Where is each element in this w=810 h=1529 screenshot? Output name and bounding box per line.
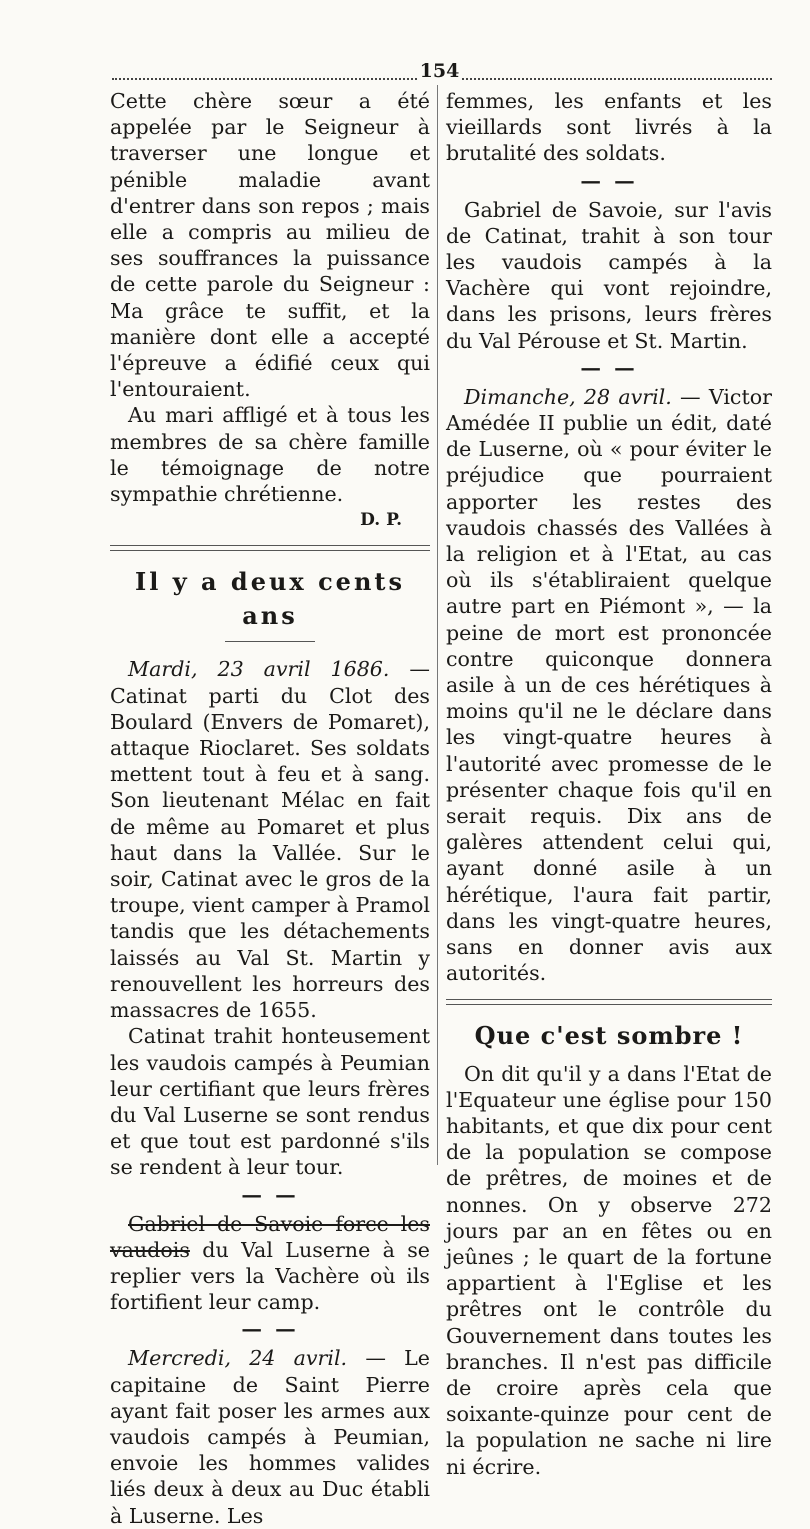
entry-dimanche (446, 384, 772, 987)
signature: D. P. (360, 510, 402, 531)
entry-mercredi (110, 1345, 430, 1528)
entry-text: — Victor Amédée II publie un édit, daté de Luserne, où « pour éviter le préjudice que pourraient apporter les restes des vaudois chassés des Vallées à la religion et à l'Etat, au cas où ils s'établiraient quelque autre part en Piémont », — la peine de mort est prononcée contre quiconque donnera asile à un de ces hérétiques à moins qu'il ne le déclare dans les vingt-quatre heures à l'autorité avec promesse de le présenter chaque fois qu'il en serait requis. Dix ans de galères attendent celui qui, ayant donné asile à un hérétique, l'aura fait partir, dans les vingt-quatre heures, sans en donner avis aux autorités. (446, 384, 772, 986)
left-column (110, 88, 430, 1529)
entry-gabriel-force (110, 1211, 430, 1316)
dash-separator: — — (580, 168, 638, 193)
right-column (446, 88, 772, 1480)
struck-text: Gabriel de Savoie force les vaudois (110, 1211, 430, 1262)
page-number: 154 (419, 60, 460, 82)
entry-mardi (110, 656, 430, 1023)
entry-continuation: femmes, les enfants et les vieillards sont livrés à la brutalité des soldats. (446, 89, 772, 166)
title-underline (225, 641, 315, 642)
entry-date: Dimanche, 28 avril. (464, 384, 672, 409)
entry-catinat-trahit: Catinat trahit honteusement les vaudois campés à Peumian leur certifiant que leurs frères du Val Luserne se sont rendus et que tout est pardonné s'ils se rendent à leur tour. (110, 1024, 430, 1180)
section-separator (110, 545, 430, 551)
entry-date: Mercredi, 24 avril. (128, 1346, 348, 1371)
header-rule-right (462, 78, 772, 80)
dash-separator: — — (241, 1182, 299, 1207)
page-header (112, 58, 772, 88)
entry-text: — Catinat parti du Clot des Boulard (Envers de Pomaret), attaque Rioclaret. Ses soldats mettent tout à feu et à sang. Son lieutenant Mélac en fait de même au Pomaret et plus haut dans la Vallée. Sur le soir, Catinat avec le gros de la troupe, vient camper à Pramol tandis que les détachements laissés au Val St. Martin y renouvellent les horreurs des massacres de 1655. (110, 657, 430, 1023)
dash-separator: — — (241, 1317, 299, 1342)
section-separator (446, 999, 772, 1005)
section-title-deux-cents-ans: Il y a deux cents ans (135, 567, 405, 631)
entry-date: Mardi, 23 avril 1686. (128, 657, 390, 682)
dash-separator: — — (580, 355, 638, 380)
entry-gabriel-trahit: Gabriel de Savoie, sur l'avis de Catinat, trahit à son tour les vaudois campés à la Vachère qui vont rejoindre, dans les prisons, leurs frères du Val Pérouse et St. Martin. (446, 197, 772, 353)
section-title-sombre: Que c'est sombre ! (474, 1020, 744, 1050)
condolence-paragraph: Au mari affligé et à tous les membres de sa chère famille le témoignage de notre sympathie chrétienne. (110, 403, 430, 507)
article-equateur: On dit qu'il y a dans l'Etat de l'Equateur une église pour 150 habitants, et que dix pour cent de la population se compose de prêtres, de moines et de nonnes. On y observe 272 jours par an en fêtes ou en jeûnes ; le quart de la fortune appartient à l'Eglise et les prêtres ont le contrôle du Gouvernement dans toutes les branches. Il n'est pas difficile de croire après cela que soixante-quinze pour cent de la population ne sache ni lire ni écrire. (446, 1061, 772, 1479)
obituary-paragraph: Cette chère sœur a été appelée par le Seigneur à traverser une longue et pénible maladie avant d'entrer dans son repos ; mais elle a compris au milieu de ses souffrances la puissance de cette parole du Seigneur : Ma grâce te suffit, et la manière dont elle a accepté l'épreuve a édifié ceux qui l'entouraient. (110, 89, 430, 402)
header-rule-left (112, 78, 417, 80)
entry-text: du Val Luserne à se replier vers la Vachère où ils fortifient leur camp. (110, 1237, 430, 1315)
entry-text: — Le capitaine de Saint Pierre ayant fait poser les armes aux vaudois campés à Peumian, envoie les hommes valides liés deux à deux au Duc établi à Luserne. Les (110, 1346, 430, 1528)
column-divider (437, 85, 438, 1165)
